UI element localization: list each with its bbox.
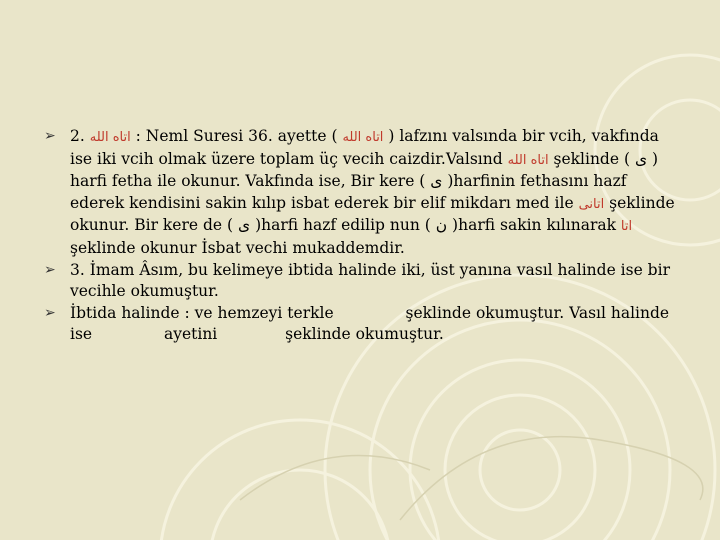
arrow-bullet-icon: ➢	[44, 304, 56, 321]
arabic-phrase: ﺍﺗﺎﻩ ﺍﻟﻠﻪ	[342, 130, 384, 145]
bullet-1-number: 2.	[70, 127, 85, 145]
bullet-item-1	[44, 126, 684, 260]
arrow-bullet-icon: ➢	[44, 261, 56, 278]
arabic-phrase: ﺍﺗﺎ	[620, 219, 633, 235]
bullet-item-2	[44, 260, 684, 303]
bullet-1-text: şeklinde okunur. Bir kere de ( ﻯ )harfi hazf edilip nun ( ﻥ )harfi sakin kılınarak	[70, 193, 675, 235]
bullet-3-text: şeklinde okumuştur. Vasıl halinde ise	[70, 303, 670, 344]
arabic-phrase: ﺍﺗﺎﻩ ﺍﻟﻠﻪ	[507, 152, 549, 168]
slide-body	[44, 126, 684, 346]
bullet-3-text: ayetini	[163, 325, 218, 344]
bullet-1-text: ) lafzını valsında bir vcih, vakfında ise iki vcih olmak üzere toplam üç vecih caizdir.Valsınd	[70, 127, 659, 168]
bullet-3-text: şeklinde okumuştur.	[285, 325, 444, 344]
arabic-phrase: ﺍﺗﺎﻩ ﺍﻟﻠﻪ	[89, 130, 131, 145]
bullet-1-text: şeklinde okunur İsbat vechi mukaddemdir.	[70, 238, 405, 257]
arabic-phrase: ﺍﺗﺎﻧﻰ	[578, 196, 605, 212]
bullet-item-3	[44, 303, 684, 346]
arrow-bullet-icon: ➢	[44, 128, 56, 144]
bullet-2-text: 3. İmam Âsım, bu kelimeye ibtida halinde iki, üst yanına vasıl halinde ise bir vecihle okumuştur.	[70, 260, 670, 301]
bullet-1-text: : Neml Suresi 36. ayette (	[135, 127, 338, 145]
bullet-3-text: İbtida halinde : ve hemzeyi terkle	[70, 303, 334, 322]
bullet-1-text: şeklinde ( ﻯ ) harfi fetha ile okunur. Vakfında ise, Bir kere ( ﻯ )harfinin fethasını hazf ederek kendisini sakin kılıp isbat ederek bir elif mikdarı med ile	[70, 149, 659, 212]
